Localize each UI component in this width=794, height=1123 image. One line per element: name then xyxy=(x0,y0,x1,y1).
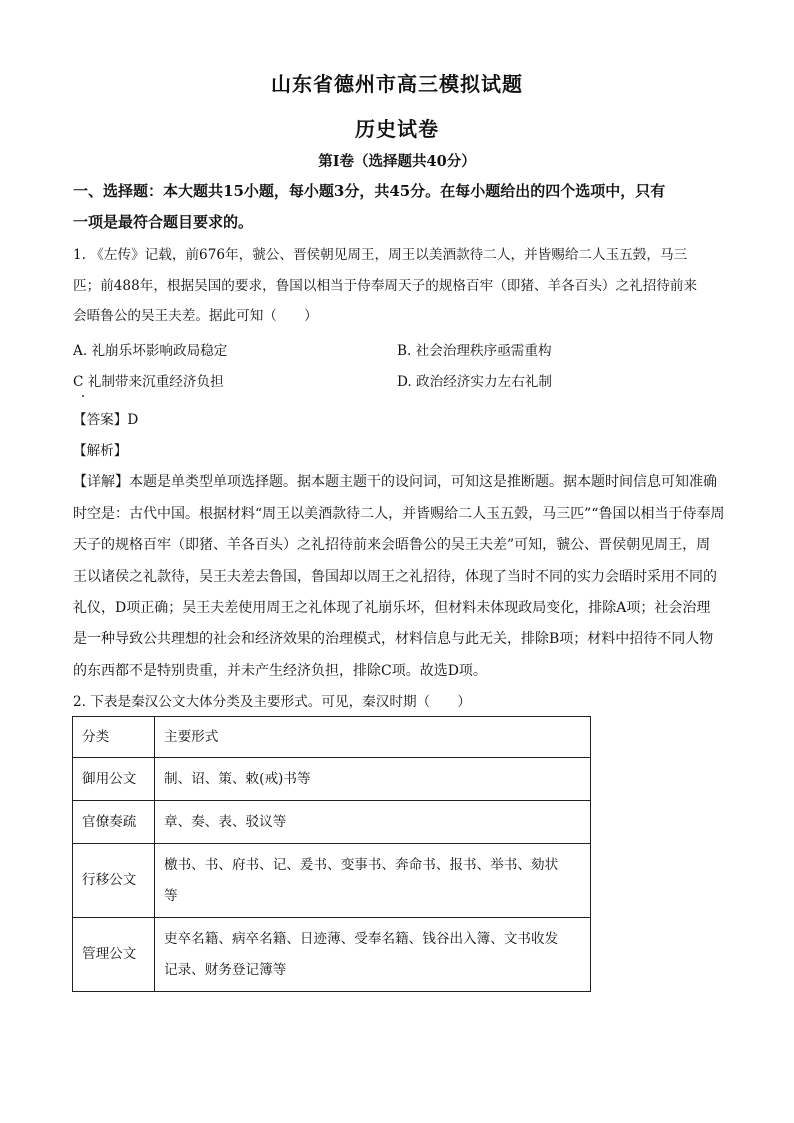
q1-analysis-label: 【解析】 xyxy=(73,443,128,459)
table-row xyxy=(73,758,591,801)
table-cell-forms-line-1: 吏卒名籍、病卒名籍、日迹薄、受奉名籍、钱谷出入簿、文书收发 xyxy=(164,930,559,947)
q1-answer: 【答案】D xyxy=(73,412,139,428)
q1-option-b: B. 社会治理秩序亟需重构 xyxy=(397,343,552,359)
q1-detail-line-3: 天子的规格百牢（即猪、羊各百头）之礼招待前来会晤鲁公的吴王夫差”可知，虢公、晋侯朝见周王，周 xyxy=(73,537,711,553)
stray-dot xyxy=(82,395,84,397)
q1-option-a: A. 礼崩乐坏影响政局稳定 xyxy=(73,343,228,359)
q1-detail-line-4: 王以诸侯之礼款待，吴王夫差去鲁国，鲁国却以周王之礼招待，体现了当时不同的实力会晤时采用不同的 xyxy=(73,569,717,585)
q1-detail-line-6: 是一种导致公共理想的社会和经济效果的治理模式，材料信息与此无关，排除B项；材料中招待不同人物 xyxy=(73,631,714,647)
q1-detail-line-5: 礼仪，D项正确；吴王夫差使用周王之礼体现了礼崩乐坏，但材料未体现政局变化，排除A项；社会治理 xyxy=(73,600,711,616)
table-cell-category: 御用公文 xyxy=(73,758,155,801)
table-row xyxy=(73,844,591,918)
table-cell-category: 管理公文 xyxy=(73,918,155,992)
table-row xyxy=(73,918,591,992)
table-row xyxy=(73,801,591,844)
exam-title: 山东省德州市高三模拟试题 xyxy=(271,72,523,96)
q1-option-d: D. 政治经济实力左右礼制 xyxy=(397,374,552,390)
q1-stem-line-3: 会晤鲁公的吴王夫差。据此可知（ ） xyxy=(73,308,318,324)
q1-detail-line-1: 【详解】本题是单类型单项选择题。据本题主题干的设问词，可知这是推断题。据本题时间信息可知准确 xyxy=(73,474,717,490)
section-heading-line-1: 一、选择题：本大题共15小题，每小题3分，共45分。在每小题给出的四个选项中，只有 xyxy=(73,182,666,200)
table-header-row xyxy=(73,717,591,758)
q1-stem-line-2: 匹；前488年，根据吴国的要求，鲁国以相当于侍奉周天子的规格百牢（即猪、羊各百头）之礼招待前来 xyxy=(73,278,698,294)
subject-title: 历史试卷 xyxy=(355,117,439,141)
table-cell-forms-line-1: 檄书、书、府书、记、爰书、变事书、奔命书、报书、举书、劾状 xyxy=(164,856,559,873)
section-heading xyxy=(73,176,723,238)
q1-detail-line-2: 时空是：古代中国。根据材料“周王以美酒款待二人，并皆赐给二人玉五瑴，马三匹”“鲁国以相当于侍奉周 xyxy=(73,506,725,522)
table-cell-category: 官僚奏疏 xyxy=(73,801,155,844)
section-heading-line-2: 一项是最符合题目要求的。 xyxy=(73,213,254,231)
q1-detail-line-7: 的东西都不是特别贵重，并未产生经济负担，排除C项。故选D项。 xyxy=(73,663,487,679)
table-cell-forms xyxy=(155,844,591,918)
document-category-table xyxy=(72,716,591,992)
table-header-category: 分类 xyxy=(73,717,155,758)
q1-stem-line-1: 1. 《左传》记载，前676年，虢公、晋侯朝见周王，周王以美酒款待二人，并皆赐给二人玉五瑴，马三 xyxy=(73,247,688,263)
q2-stem: 2. 下表是秦汉公文大体分类及主要形式。可见，秦汉时期（ ） xyxy=(73,694,471,710)
table-cell-forms-line-2: 记录、财务登记簿等 xyxy=(164,961,287,978)
q1-option-c: C 礼制带来沉重经济负担 xyxy=(73,374,224,390)
table-cell-forms-line-2: 等 xyxy=(164,887,178,904)
table-cell-forms: 制、诏、策、敕(戒)书等 xyxy=(155,758,591,801)
table-cell-forms xyxy=(155,918,591,992)
table-cell-forms: 章、奏、表、驳议等 xyxy=(155,801,591,844)
table-header-forms: 主要形式 xyxy=(155,717,591,758)
table-cell-category: 行移公文 xyxy=(73,844,155,918)
part-title: 第Ⅰ卷（选择题共40分） xyxy=(318,153,476,170)
